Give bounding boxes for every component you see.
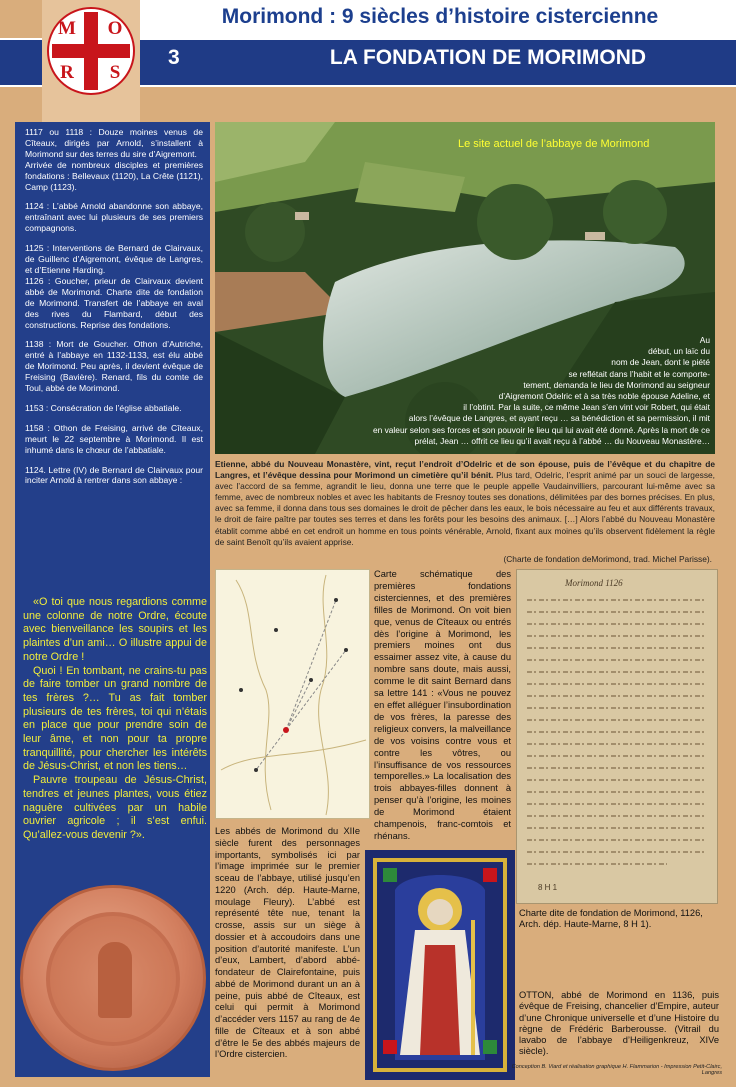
map-caption: Carte schématique des premières fondations cisterciennes, et des premières filles de Morimond. On voit bien que, venus de Cîteaux ou entrés dès l’origine à Morimond, les premiers moines ont dus essaimer assez vite, à cause du nombre sans doute, mais aussi, comme le dit saint Bernard dans sa lettre 141 : «Vous ne pouvez en effet alléguer l’insubordination de vos frères, la paresse des religieux convers, la malveillance de vos voisins contre vous et contre les vôtres, ou l’insuffisance de vos ressources temporelles.» La localisation des trois abbayes-filles donnent à penser qu’à l’origine, les moines de Morimond étaient champenois, franc-comtois et rhénans. xyxy=(374,569,511,841)
chronology-item: 1117 ou 1118 : Douze moines venus de Cîteaux, dirigés par Arnold, s’installent à Morimond sur des terres du sire d’Aigremont. xyxy=(25,127,203,159)
stained-glass-image xyxy=(365,850,515,1080)
overlay-line: Au xyxy=(699,335,710,345)
chronology-item: 1124. Lettre (IV) de Bernard de Clairvaux pour inciter Arnold à rentrer dans son abbaye : xyxy=(25,464,203,486)
credits: Conception B. Viard et réalisation graphique H. Flammarion - Impression Petit-Clairc, Langres xyxy=(511,1064,722,1076)
foundations-map xyxy=(215,569,370,819)
logo-letter-o: O xyxy=(107,18,123,39)
quote-paragraph: Quoi ! En tombant, ne crains-tu pas de faire tomber un grand nombre de tes frères ?… Tu as fait tomber plusieurs de tes frères, toi qui n’étais en place que pour prendre soin de leur âme, et non pour ta propre tranquillité, pour chercher les intérêts de Jésus-Christ, et non les tiens… xyxy=(23,664,207,773)
charter-bold-text: Etienne, abbé du Nouveau Monastère, vint, reçut l’endroit d’Odelric et de son épouse, puis de l’évêque et du chapitre de Langres, et l’évêque dessina pour Morimond un cimetière qu’il bénit. xyxy=(215,459,715,481)
chronology-text xyxy=(25,127,203,495)
overlay-line: alors l’évêque de Langres, et ayant reçu … sa bénédiction et sa permission, il mit xyxy=(408,413,710,424)
overlay-line: en valeur selon ses forces et son pouvoir le lieu qui lui avait été donné. Après la mort de ce xyxy=(372,424,710,435)
aerial-photo-caption: Le site actuel de l’abbaye de Morimond xyxy=(458,138,650,150)
seal-abbot-figure xyxy=(98,942,132,1018)
bernard-quote xyxy=(23,596,207,843)
logo-letter-r: R xyxy=(60,62,74,83)
overlay-line: d’Aigremont Odelric et à sa très noble épouse Adeline, et xyxy=(498,391,710,402)
overlay-line: il l’obtint. Par la suite, ce même Jean s’en vint voir Robert, qui était xyxy=(463,402,710,413)
manuscript-code: 8 H 1 xyxy=(538,883,558,892)
quote-paragraph: Pauvre troupeau de Jésus-Christ, tendres et jeunes plantes, vous étiez naguère cultivées par un habile ouvrier agricole ; il s’est enfui. Qu’allez-vous devenir ?». xyxy=(23,774,207,841)
charter-manuscript-image xyxy=(516,569,718,904)
chronology-item: 1153 : Consécration de l’église abbatiale. xyxy=(25,402,182,413)
logo-letter-m: M xyxy=(58,18,76,39)
overlay-line: tement, demanda le lieu de Morimond au seigneur xyxy=(523,379,710,390)
logo-cross-horizontal xyxy=(52,44,130,58)
map-illustration xyxy=(216,570,369,818)
manuscript-lines xyxy=(517,570,717,903)
chapter-number: 3 xyxy=(168,46,180,69)
abbots-text: Les abbés de Morimond du XIIe siècle furent des personnages importants, symbolisés ici par l’image imprimée sur le premier sceau de l’abbaye, utilisé jusqu’en 1220 (Arch. dép. Haute-Marne, moulage Fleury). L’abbé est représenté tête nue, tenant la crosse, assis sur un siège à dossier et à accoudoirs dans une position d’autorité manifeste. L’un d’eux, Lambert, d’abord abbé-fondateur de Clairefontaine, puis abbé de Morimond durant un an à peine, puis abbé de Cîteaux, est celui qui permit à Morimond d’accéder vers 1157 au rang de 4e fille de Cîteaux et à son abbé d’être le 5e des abbés majeurs de l’Ordre cistercien. xyxy=(215,826,360,1060)
chronology-item: 1158 : Othon de Freising, arrivé de Cîteaux, meurt le 22 septembre à Morimond. Il est inhumé dans le chœur de l’abbatiale. xyxy=(25,422,203,455)
aerial-overlay-text xyxy=(220,335,710,447)
manuscript-heading: Morimond 1126 xyxy=(565,578,623,588)
overlay-line: se reflétait dans l’habit et le comporte- xyxy=(568,368,710,379)
charter-body-text: Plus tard, Odelric, l’esprit animé par un souci de largesse, avec l’accord de sa femme, agrandit le lieu, donna une terre que le peuple appelle Vaudainvilliers, parcourant lui-même avec sa femme, avec de nombreux nobles et avec les habitants de Fresnoy toutes ses donations, délimitées par des bornes précises. En plus, avec sa femme, il donna dans tous ses domaines le droit de pêcher dans les eaux, le bois nécessaire au feu et aux différents travaux, le droit de faire paître par toutes ses terres et dans les forêts pour les besoins des animaux. […] Alors l’abbé du Nouveau Monastère établit comme abbé en cet endroit un homme en tous points vénérable, Arnold, fixant aux moines qu’ils observent fidèlement la règle de saint Benoît qu’ils avaient apprise. xyxy=(215,470,715,547)
charter-translation xyxy=(215,459,715,548)
chronology-item: 1124 : L’abbé Arnold abandonne son abbaye, entraînant avec lui plusieurs de ses premiers compagnons. xyxy=(25,201,203,234)
charter-source: (Charte de fondation deMorimond, trad. Michel Parisse). xyxy=(503,554,712,564)
chronology-item: 1138 : Mort de Goucher. Othon d’Autriche, entré à l’abbaye en 1132-1133, est élu abbé de Morimond. Peu après, il devient évêque de Freising (Bavière). Renard, fils du comte de Toul, abbé de Morimond. xyxy=(25,339,203,394)
otton-caption: OTTON, abbé de Morimond en 1136, puis évêque de Freising, chancelier d’Empire, auteur d’une Chronique universelle et d’une Histoire du règne de Frédéric Barberousse. (Vitrail du lavabo de l’abbaye d’Heiligenkreuz, XIVe siècle). xyxy=(519,990,719,1057)
stained-glass-illustration xyxy=(365,850,515,1080)
chronology-item: 1126 : Goucher, prieur de Clairvaux devient abbé de Morimond. Charte dite de fondation de Morimond. Transfert de l’abbaye en aval des rives du Flambard, début des constructions. Reprise des fondations. xyxy=(25,275,203,330)
chronology-item: 1125 : Interventions de Bernard de Clairvaux, de Guillenc d’Aigremont, évêque de Langres, et d’Etienne Harding. xyxy=(25,243,203,275)
manuscript-caption: Charte dite de fondation de Morimond, 1126, Arch. dép. Haute-Marne, 8 H 1). xyxy=(519,908,703,930)
chronology-item: Arrivée de nombreux disciples et premières fondations : Bellevaux (1120), La Crête (1121), Camp (1123). xyxy=(25,159,203,192)
chapter-title: LA FONDATION DE MORIMOND xyxy=(329,46,647,69)
logo-letter-s: S xyxy=(109,62,121,83)
overlay-line: prélat, Jean … offrit ce lieu qu’il avait reçu à l’abbé … du Nouveau Monastère… xyxy=(414,435,710,446)
page-title: Morimond : 9 siècles d’histoire cistercienne xyxy=(221,5,659,28)
quote-paragraph: «O toi que nous regardions comme une colonne de notre Ordre, écoute avec bienveillance les soupirs et les plaintes d’un ami… O illustre appui de notre Ordre ! xyxy=(23,596,207,663)
overlay-line: début, un laïc du xyxy=(648,346,710,357)
overlay-line: nom de Jean, dont le piété xyxy=(611,357,710,368)
